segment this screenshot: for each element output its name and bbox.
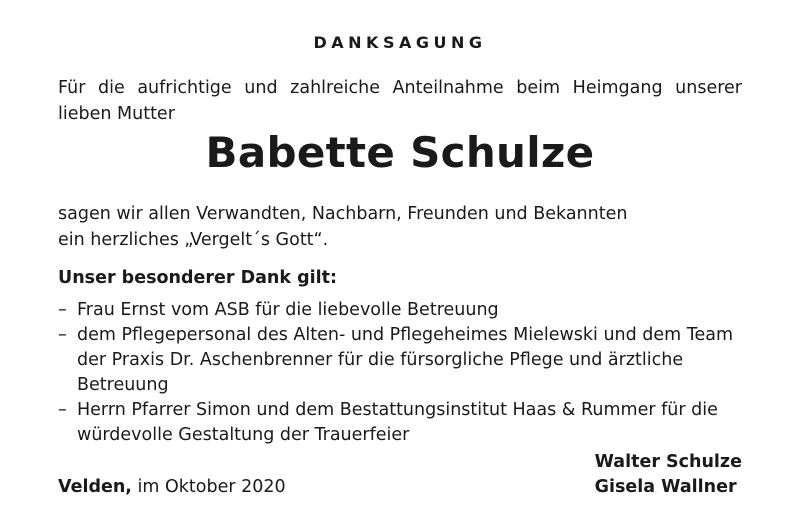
thanks-paragraph (58, 201, 627, 253)
place: Velden, (58, 477, 132, 497)
signer-name: Walter Schulze (594, 452, 742, 472)
signers-block (595, 450, 742, 500)
list-item (58, 323, 748, 398)
list-item-line: würdevolle Gestaltung der Trauerfeier (77, 425, 410, 445)
intro-line: Für die aufrichtige und zahlreiche Anteilnahme beim Heimgang unserer (58, 78, 742, 98)
list-item-line: der Praxis Dr. Aschenbrenner für die fürsorgliche Pflege und ärztliche (77, 350, 684, 370)
list-item-line: dem Pflegepersonal des Alten- und Pflegeheimes Mielewski und dem Team (77, 325, 734, 345)
special-thanks-list (58, 298, 748, 448)
deceased-name: Babette Schulze (205, 128, 595, 177)
special-thanks-title: Unser besonderer Dank gilt: (58, 268, 338, 288)
list-item (58, 298, 748, 323)
list-item-line: Frau Ernst vom ASB für die liebevolle Betreuung (77, 300, 499, 320)
dash-bullet: – (58, 325, 67, 345)
list-item-line: Betreuung (77, 375, 169, 395)
dash-bullet: – (58, 400, 67, 420)
dash-bullet: – (58, 300, 67, 320)
list-item (58, 398, 748, 448)
thanks-line: ein herzliches „Vergelt´s Gott“. (58, 230, 329, 250)
notice-heading: DANKSAGUNG (313, 33, 487, 52)
intro-paragraph (58, 75, 742, 127)
signer-name: Gisela Wallner (594, 477, 737, 497)
place-date (58, 475, 286, 500)
list-item-line: Herrn Pfarrer Simon und dem Bestattungsinstitut Haas & Rummer für die (77, 400, 718, 420)
intro-line: lieben Mutter (58, 104, 175, 124)
date: im Oktober 2020 (137, 477, 286, 497)
thanks-line: sagen wir allen Verwandten, Nachbarn, Freunden und Bekannten (58, 204, 628, 224)
